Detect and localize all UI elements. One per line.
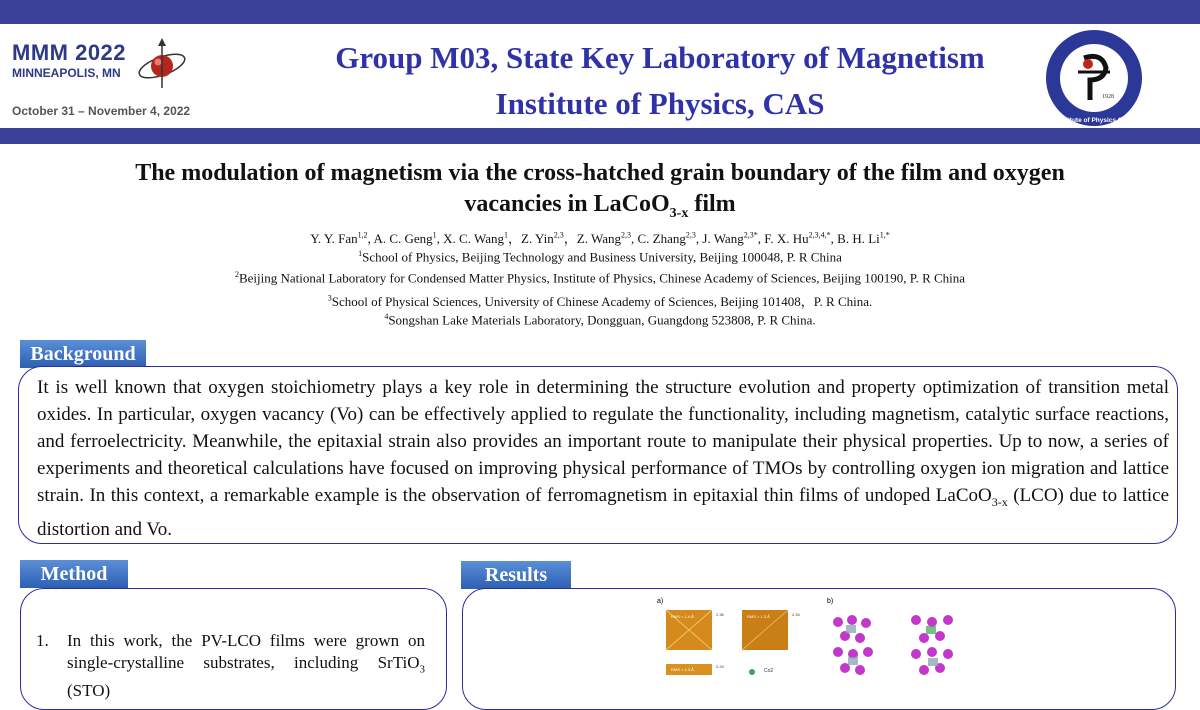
author-name: Z. Yin bbox=[521, 231, 554, 246]
method-heading: Method bbox=[20, 560, 128, 588]
svg-text:RMS = 1.3 Å: RMS = 1.3 Å bbox=[671, 667, 694, 672]
affiliation-4: $^4$Songshan Lake Materials Laboratory, Dongguan, Guangdong 523808, P. R China. bbox=[384, 312, 816, 328]
author-affiliation-marker: 2,3,4,* bbox=[808, 230, 831, 240]
crystal-structure-left bbox=[833, 615, 873, 675]
author-name: A. C. Geng bbox=[373, 231, 433, 246]
author-separator: , bbox=[367, 231, 374, 246]
author-name: C. Zhang bbox=[637, 231, 686, 246]
method-item-text: In this work, the PV-LCO films were grown on single-crystalline substrates, including SrTiO$_3$ (STO) bbox=[67, 631, 425, 701]
author-affiliation-marker: 2,3 bbox=[620, 230, 631, 240]
background-heading: Background bbox=[20, 340, 146, 368]
svg-text:2.36: 2.36 bbox=[716, 612, 724, 617]
header-bottom-bar bbox=[0, 128, 1200, 144]
author-affiliation-marker: 1,2 bbox=[357, 230, 368, 240]
svg-text:b): b) bbox=[827, 598, 834, 605]
author-separator: , bbox=[830, 231, 838, 246]
author-affiliation-marker: 1 bbox=[432, 230, 437, 240]
conference-dates: October 31 – November 4, 2022 bbox=[12, 104, 191, 118]
author-separator: , bbox=[436, 231, 444, 246]
author-name: J. Wang bbox=[702, 231, 744, 246]
svg-text:2.24: 2.24 bbox=[716, 664, 724, 669]
crystal-structure-right bbox=[911, 615, 953, 675]
author-separator: , bbox=[630, 231, 638, 246]
results-figure bbox=[640, 592, 1000, 675]
method-item-number: 1. bbox=[36, 631, 49, 650]
svg-text:Institute of Physics CAS: Institute of Physics CAS bbox=[1056, 117, 1132, 124]
header-top-bar bbox=[0, 0, 1200, 24]
author-name: X. C. Wang bbox=[443, 231, 504, 246]
author-separator: , bbox=[695, 231, 703, 246]
author-name: F. X. Hu bbox=[764, 231, 809, 246]
conference-city: MINNEAPOLIS, MN bbox=[12, 66, 121, 80]
affiliation-1: $^1$School of Physics, Beijing Technology and Business University, Beijing 100048, P. R China bbox=[358, 249, 842, 265]
affiliation-2: $^2$Beijing National Laboratory for Condensed Matter Physics, Institute of Physics, Chinese Academy of Sciences, Beijing 100190, P. R China bbox=[234, 270, 966, 286]
author-affiliation-marker: 1 bbox=[503, 230, 508, 240]
background-text: It is well known that oxygen stoichiometry plays a key role in determining the structure evolution and property optimization of transition metal oxides. In particular, oxygen vacancy (Vo) can be effectively applied to regulate the functionality, including magnetism, catalytic surface reactions, and ferroelectricity. Meanwhile, the epitaxial strain also provides an important route to manipulate their physical properties. Up to now, a series of experiments and theoretical calculations have focused on improving physical performance of TMOs by controlling oxygen ion migration and lattice strain. In this context, a remarkable example is the observation of ferromagnetism in epitaxial thin films of undoped LaCoO$_{3-x}$ (LCO) due to lattice distortion and Vo. bbox=[37, 377, 1169, 540]
affiliation-3: $^3$School of Physical Sciences, University of Chinese Academy of Sciences, Beijing 101408，P. R China. bbox=[327, 293, 873, 309]
author-affiliation-marker: 2,3 bbox=[553, 230, 564, 240]
results-heading: Results bbox=[461, 561, 571, 589]
author-affiliation-marker: 1,* bbox=[879, 230, 890, 240]
author-affiliation-marker: 2,3* bbox=[743, 230, 758, 240]
group-title: Group M03, State Key Laboratory of Magnetism bbox=[335, 40, 985, 75]
svg-text:RMS = 1.3 Å: RMS = 1.3 Å bbox=[747, 614, 770, 619]
svg-text:Co2: Co2 bbox=[764, 668, 774, 674]
author-name: B. H. Li bbox=[837, 231, 880, 246]
author-separator: , bbox=[757, 231, 765, 246]
globe-icon bbox=[136, 38, 188, 90]
svg-text:2.34: 2.34 bbox=[792, 612, 800, 617]
author-separator: ， bbox=[563, 231, 577, 246]
institute-title: Institute of Physics, CAS bbox=[495, 86, 825, 121]
poster-title-line2: vacancies in LaCoO$_{3-x}$ film bbox=[464, 191, 736, 221]
svg-text:a): a) bbox=[657, 598, 664, 605]
author-name: Y. Y. Fan bbox=[310, 231, 358, 246]
poster-title-line1: The modulation of magnetism via the cross-hatched grain boundary of the film and oxygen bbox=[135, 160, 1065, 186]
svg-text:RMS = 1.4 Å: RMS = 1.4 Å bbox=[671, 614, 694, 619]
institute-seal-icon bbox=[1044, 28, 1144, 128]
author-list bbox=[100, 228, 1100, 247]
conference-logo-name: MMM 2022 bbox=[12, 40, 127, 65]
svg-text:1928: 1928 bbox=[1102, 94, 1114, 100]
author-affiliation-marker: 2,3 bbox=[685, 230, 696, 240]
author-name: Z. Wang bbox=[576, 231, 621, 246]
author-separator: ， bbox=[507, 231, 521, 246]
